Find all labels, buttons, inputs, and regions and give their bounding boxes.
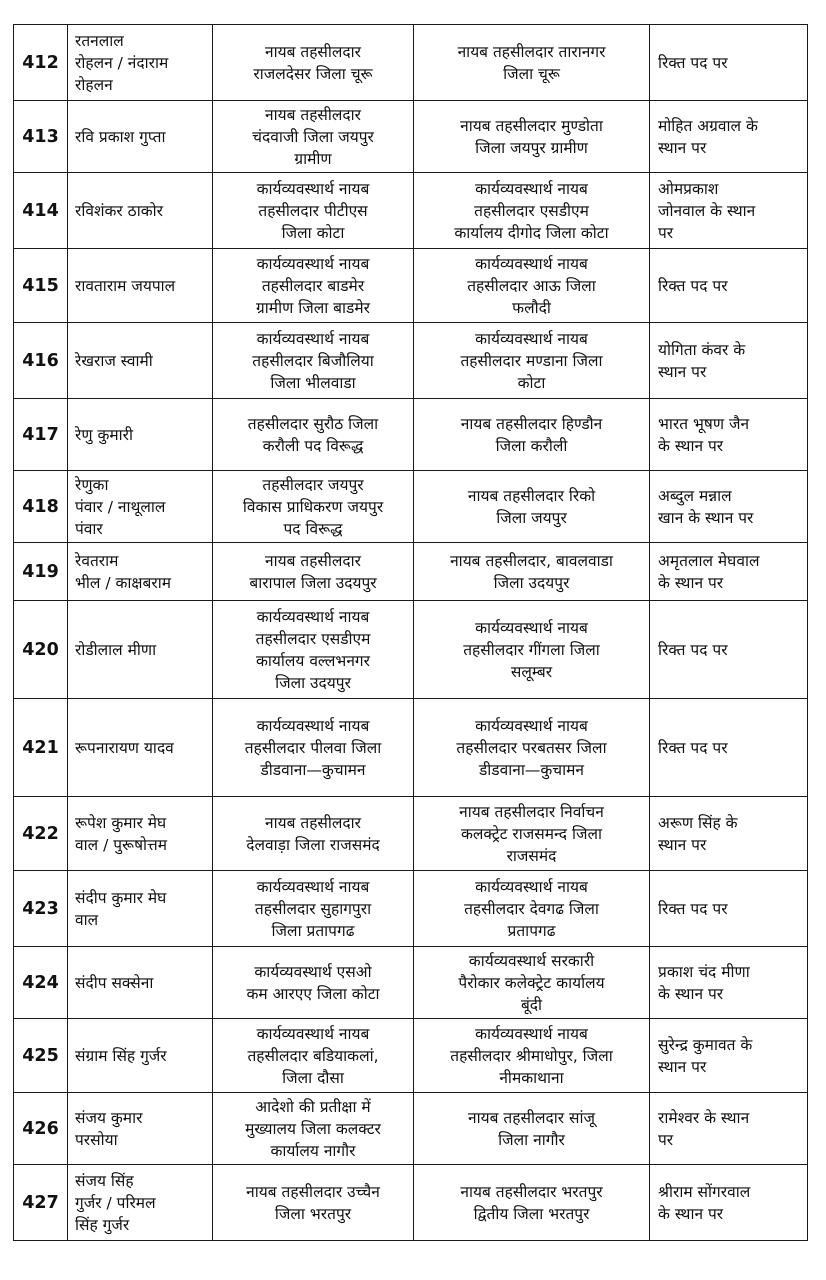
remark-line: रिक्त पद पर bbox=[658, 738, 728, 757]
remark-line: रिक्त पद पर bbox=[658, 53, 728, 72]
remark-line: स्थान पर bbox=[658, 362, 707, 381]
employee-name-cell bbox=[68, 947, 213, 1019]
employee-name-line: संग्राम सिंह गुर्जर bbox=[75, 1046, 167, 1065]
serial-number: 414 bbox=[14, 173, 68, 249]
remark-cell bbox=[650, 101, 808, 173]
new-posting-line: कार्यव्यवस्थार्थ सरकारी bbox=[468, 951, 595, 970]
table-row bbox=[14, 249, 808, 323]
serial-number: 424 bbox=[14, 947, 68, 1019]
remark-line: स्थान पर bbox=[658, 1057, 707, 1076]
current-posting-line: कार्यालय नागौर bbox=[270, 1141, 356, 1160]
table-row bbox=[14, 699, 808, 797]
current-posting-cell bbox=[213, 399, 414, 471]
new-posting-line: नायब तहसीलदार भरतपुर bbox=[460, 1182, 603, 1201]
new-posting-line: सलूम्बर bbox=[510, 662, 553, 681]
employee-name-cell bbox=[68, 101, 213, 173]
table-row bbox=[14, 797, 808, 871]
current-posting-line: देलवाड़ा जिला राजसमंद bbox=[246, 835, 380, 854]
serial-number: 415 bbox=[14, 249, 68, 323]
remark-line: अमृतलाल मेघवाल bbox=[658, 551, 760, 570]
current-posting-line: तहसीलदार सुहागपुरा bbox=[254, 899, 372, 918]
remark-cell bbox=[650, 173, 808, 249]
table-row bbox=[14, 471, 808, 543]
new-posting-line: नायब तहसीलदार तारानगर bbox=[457, 42, 606, 61]
remark-cell bbox=[650, 249, 808, 323]
employee-name-cell bbox=[68, 249, 213, 323]
current-posting-cell bbox=[213, 101, 414, 173]
current-posting-line: कार्यव्यवस्थार्थ नायब bbox=[256, 1024, 370, 1043]
remark-line: खान के स्थान पर bbox=[658, 508, 754, 527]
remark-cell bbox=[650, 797, 808, 871]
remark-line: रिक्त पद पर bbox=[658, 276, 728, 295]
employee-name-cell bbox=[68, 1019, 213, 1093]
table-row bbox=[14, 323, 808, 399]
new-posting-line: नायब तहसीलदार हिण्डौन bbox=[460, 414, 603, 433]
current-posting-line: मुख्यालय जिला कलक्टर bbox=[245, 1119, 381, 1138]
remark-cell bbox=[650, 1165, 808, 1241]
new-posting-cell bbox=[414, 1165, 650, 1241]
current-posting-line: चंदवाजी जिला जयपुर bbox=[252, 127, 374, 146]
new-posting-line: कार्यव्यवस्थार्थ नायब bbox=[475, 618, 588, 637]
new-posting-line: तहसीलदार गींगला जिला bbox=[463, 640, 600, 659]
table-row bbox=[14, 543, 808, 601]
employee-name-cell bbox=[68, 601, 213, 699]
employee-name-line: गुर्जर / परिमल bbox=[75, 1193, 156, 1212]
current-posting-line: तहसीलदार बाडमेर bbox=[261, 276, 365, 295]
remark-line: सुरेन्द्र कुमावत के bbox=[658, 1035, 753, 1054]
new-posting-line: फलौदी bbox=[512, 298, 551, 317]
current-posting-line: तहसीलदार बिजौलिया bbox=[252, 351, 374, 370]
new-posting-cell bbox=[414, 471, 650, 543]
new-posting-cell bbox=[414, 101, 650, 173]
new-posting-line: तहसीलदार आऊ जिला bbox=[467, 276, 596, 295]
serial-number: 413 bbox=[14, 101, 68, 173]
current-posting-line: कार्यव्यवस्थार्थ एसओ bbox=[254, 962, 372, 981]
new-posting-line: तहसीलदार श्रीमाधोपुर, जिला bbox=[450, 1046, 613, 1065]
employee-name-line: पंवार bbox=[75, 519, 103, 538]
employee-name-line: संदीप कुमार मेघ bbox=[75, 888, 167, 907]
current-posting-cell bbox=[213, 601, 414, 699]
remark-line: मोहित अग्रवाल के bbox=[658, 116, 758, 135]
new-posting-line: तहसीलदार देवगढ जिला bbox=[464, 899, 599, 918]
current-posting-line: जिला उदयपुर bbox=[275, 673, 351, 692]
current-posting-line: कार्यालय वल्लभनगर bbox=[255, 651, 371, 670]
current-posting-line: कार्यव्यवस्थार्थ नायब bbox=[256, 329, 370, 348]
current-posting-cell bbox=[213, 1093, 414, 1165]
new-posting-line: प्रतापगढ bbox=[507, 921, 556, 940]
employee-name-line: संजय कुमार bbox=[75, 1108, 143, 1127]
table-row bbox=[14, 101, 808, 173]
current-posting-line: ग्रामीण bbox=[294, 149, 332, 168]
table-row bbox=[14, 1093, 808, 1165]
serial-number: 412 bbox=[14, 25, 68, 101]
new-posting-line: कार्यव्यवस्थार्थ नायब bbox=[475, 877, 588, 896]
new-posting-cell bbox=[414, 699, 650, 797]
employee-name-cell bbox=[68, 871, 213, 947]
employee-name-line: संजय सिंह bbox=[75, 1171, 134, 1190]
current-posting-line: कम आरएए जिला कोटा bbox=[246, 984, 380, 1003]
employee-name-line: सिंह गुर्जर bbox=[75, 1215, 130, 1234]
current-posting-cell bbox=[213, 323, 414, 399]
new-posting-line: कलक्ट्रेट राजसमन्द जिला bbox=[460, 824, 602, 843]
new-posting-line: कार्यव्यवस्थार्थ नायब bbox=[475, 254, 588, 273]
current-posting-cell bbox=[213, 543, 414, 601]
new-posting-line: तहसीलदार मण्डाना जिला bbox=[460, 351, 603, 370]
new-posting-line: कार्यालय दीगोद जिला कोटा bbox=[454, 223, 609, 242]
remark-cell bbox=[650, 1093, 808, 1165]
new-posting-line: जिला जयपुर bbox=[496, 508, 567, 527]
serial-number: 419 bbox=[14, 543, 68, 601]
remark-line: जोनवाल के स्थान bbox=[658, 201, 756, 220]
table-row bbox=[14, 601, 808, 699]
remark-line: प्रकाश चंद मीणा bbox=[658, 962, 750, 981]
employee-name-line: रेवतराम bbox=[75, 551, 119, 570]
employee-name-line: रावताराम जयपाल bbox=[75, 276, 176, 295]
employee-name-line: परसोया bbox=[75, 1130, 118, 1149]
current-posting-line: तहसीलदार एसडीएम bbox=[255, 629, 371, 648]
current-posting-line: जिला दौसा bbox=[282, 1068, 344, 1087]
current-posting-line: ग्रामीण जिला बाडमेर bbox=[256, 298, 370, 317]
current-posting-line: नायब तहसीलदार bbox=[264, 551, 362, 570]
new-posting-cell bbox=[414, 543, 650, 601]
current-posting-line: बारापाल जिला उदयपुर bbox=[249, 573, 377, 592]
current-posting-line: विकास प्राधिकरण जयपुर bbox=[242, 497, 384, 516]
new-posting-line: बूंदी bbox=[520, 995, 543, 1014]
current-posting-cell bbox=[213, 947, 414, 1019]
new-posting-line: नीमकाथाना bbox=[499, 1068, 564, 1087]
new-posting-cell bbox=[414, 25, 650, 101]
remark-line: रिक्त पद पर bbox=[658, 640, 728, 659]
current-posting-line: नायब तहसीलदार bbox=[264, 42, 362, 61]
transfer-list-page bbox=[13, 24, 807, 1241]
current-posting-line: नायब तहसीलदार उच्चैन bbox=[246, 1182, 380, 1201]
employee-name-cell bbox=[68, 543, 213, 601]
remark-line: के स्थान पर bbox=[658, 1204, 724, 1223]
employee-name-line: रोडीलाल मीणा bbox=[75, 640, 157, 659]
remark-line: श्रीराम सोंगरवाल bbox=[658, 1182, 751, 1201]
current-posting-line: करौली पद विरूद्ध bbox=[262, 436, 364, 455]
current-posting-line: आदेशो की प्रतीक्षा में bbox=[255, 1097, 371, 1116]
current-posting-line: डीडवाना—कुचामन bbox=[260, 760, 366, 779]
current-posting-line: कार्यव्यवस्थार्थ नायब bbox=[256, 716, 370, 735]
employee-name-cell bbox=[68, 323, 213, 399]
remark-line: के स्थान पर bbox=[658, 573, 724, 592]
remark-line: अरूण सिंह के bbox=[658, 813, 738, 832]
remark-line: स्थान पर bbox=[658, 835, 707, 854]
new-posting-line: नायब तहसीलदार मुण्डोता bbox=[460, 116, 603, 135]
serial-number: 418 bbox=[14, 471, 68, 543]
new-posting-cell bbox=[414, 249, 650, 323]
new-posting-line: जिला चूरू bbox=[503, 64, 560, 83]
current-posting-line: जिला प्रतापगढ bbox=[271, 921, 355, 940]
employee-name-line: रविशंकर ठाकोर bbox=[75, 201, 163, 220]
new-posting-cell bbox=[414, 797, 650, 871]
current-posting-cell bbox=[213, 1165, 414, 1241]
serial-number: 420 bbox=[14, 601, 68, 699]
current-posting-cell bbox=[213, 797, 414, 871]
remark-cell bbox=[650, 323, 808, 399]
remark-line: योगिता कंवर के bbox=[658, 340, 746, 359]
table-row bbox=[14, 871, 808, 947]
employee-name-line: रोहलन / नंदाराम bbox=[75, 53, 169, 72]
employee-name-cell bbox=[68, 25, 213, 101]
remark-line: रामेश्वर के स्थान bbox=[658, 1108, 750, 1127]
current-posting-line: कार्यव्यवस्थार्थ नायब bbox=[256, 254, 370, 273]
remark-cell bbox=[650, 25, 808, 101]
current-posting-line: जिला भरतपुर bbox=[274, 1204, 352, 1223]
new-posting-cell bbox=[414, 947, 650, 1019]
table-row bbox=[14, 399, 808, 471]
employee-name-line: संदीप सक्सेना bbox=[75, 973, 154, 992]
new-posting-line: तहसीलदार परबतसर जिला bbox=[456, 738, 607, 757]
current-posting-line: कार्यव्यवस्थार्थ नायब bbox=[256, 607, 370, 626]
new-posting-cell bbox=[414, 871, 650, 947]
table-row bbox=[14, 1019, 808, 1093]
employee-name-cell bbox=[68, 1093, 213, 1165]
remark-cell bbox=[650, 601, 808, 699]
current-posting-line: जिला भीलवाडा bbox=[270, 373, 356, 392]
remark-line: ओमप्रकाश bbox=[658, 179, 719, 198]
new-posting-cell bbox=[414, 323, 650, 399]
employee-name-line: रवि प्रकाश गुप्ता bbox=[75, 127, 166, 146]
transfer-table bbox=[13, 24, 808, 1241]
table-row bbox=[14, 1165, 808, 1241]
employee-name-line: वाल / पुरूषोत्तम bbox=[75, 835, 168, 854]
serial-number: 427 bbox=[14, 1165, 68, 1241]
employee-name-cell bbox=[68, 797, 213, 871]
new-posting-cell bbox=[414, 601, 650, 699]
current-posting-line: तहसीलदार जयपुर bbox=[262, 475, 364, 494]
remark-cell bbox=[650, 471, 808, 543]
remark-cell bbox=[650, 871, 808, 947]
employee-name-line: रतनलाल bbox=[75, 31, 124, 50]
new-posting-line: तहसीलदार एसडीएम bbox=[474, 201, 589, 220]
new-posting-line: जिला करौली bbox=[495, 436, 568, 455]
table-row bbox=[14, 25, 808, 101]
remark-line: पर bbox=[658, 1130, 674, 1149]
remark-line: भारत भूषण जैन bbox=[658, 414, 750, 433]
serial-number: 417 bbox=[14, 399, 68, 471]
current-posting-line: तहसीलदार बडियाकलां, bbox=[247, 1046, 379, 1065]
employee-name-line: रूपनारायण यादव bbox=[75, 738, 174, 757]
remark-cell bbox=[650, 399, 808, 471]
serial-number: 423 bbox=[14, 871, 68, 947]
current-posting-line: तहसीलदार पीटीएस bbox=[258, 201, 368, 220]
employee-name-line: रूपेश कुमार मेघ bbox=[75, 813, 167, 832]
new-posting-line: जिला उदयपुर bbox=[493, 573, 570, 592]
serial-number: 421 bbox=[14, 699, 68, 797]
table-body bbox=[14, 25, 808, 1241]
serial-number: 426 bbox=[14, 1093, 68, 1165]
current-posting-line: नायब तहसीलदार bbox=[264, 813, 362, 832]
employee-name-line: रेखराज स्वामी bbox=[75, 351, 153, 370]
current-posting-cell bbox=[213, 25, 414, 101]
new-posting-line: नायब तहसीलदार, बावलवाडा bbox=[450, 551, 613, 570]
remark-cell bbox=[650, 947, 808, 1019]
current-posting-cell bbox=[213, 871, 414, 947]
remark-line: अब्दुल मन्नाल bbox=[658, 486, 732, 505]
remark-line: रिक्त पद पर bbox=[658, 899, 728, 918]
remark-cell bbox=[650, 543, 808, 601]
serial-number: 422 bbox=[14, 797, 68, 871]
employee-name-cell bbox=[68, 173, 213, 249]
current-posting-line: तहसीलदार पीलवा जिला bbox=[244, 738, 382, 757]
new-posting-line: नायब तहसीलदार रिको bbox=[467, 486, 596, 505]
current-posting-line: पद विरूद्ध bbox=[283, 519, 343, 538]
employee-name-line: वाल bbox=[75, 910, 99, 929]
employee-name-line: पंवार / नाथूलाल bbox=[75, 497, 166, 516]
current-posting-cell bbox=[213, 173, 414, 249]
current-posting-cell bbox=[213, 471, 414, 543]
new-posting-line: डीडवाना—कुचामन bbox=[479, 760, 584, 779]
employee-name-line: रोहलन bbox=[75, 75, 113, 94]
new-posting-line: कार्यव्यवस्थार्थ नायब bbox=[475, 179, 588, 198]
new-posting-line: द्वितीय जिला भरतपुर bbox=[473, 1204, 590, 1223]
current-posting-line: तहसीलदार सुरौठ जिला bbox=[247, 414, 379, 433]
new-posting-line: नायब तहसीलदार सांजू bbox=[468, 1108, 595, 1127]
current-posting-line: कार्यव्यवस्थार्थ नायब bbox=[256, 877, 370, 896]
new-posting-cell bbox=[414, 173, 650, 249]
new-posting-line: जिला जयपुर ग्रामीण bbox=[475, 138, 588, 157]
remark-line: पर bbox=[658, 223, 674, 242]
employee-name-cell bbox=[68, 699, 213, 797]
new-posting-line: कार्यव्यवस्थार्थ नायब bbox=[475, 1024, 588, 1043]
new-posting-cell bbox=[414, 1093, 650, 1165]
employee-name-line: भील / काक्षबराम bbox=[75, 573, 172, 592]
new-posting-line: कार्यव्यवस्थार्थ नायब bbox=[475, 329, 588, 348]
serial-number: 425 bbox=[14, 1019, 68, 1093]
remark-cell bbox=[650, 699, 808, 797]
employee-name-cell bbox=[68, 1165, 213, 1241]
remark-cell bbox=[650, 1019, 808, 1093]
current-posting-cell bbox=[213, 1019, 414, 1093]
current-posting-line: कार्यव्यवस्थार्थ नायब bbox=[256, 179, 370, 198]
new-posting-cell bbox=[414, 1019, 650, 1093]
remark-line: स्थान पर bbox=[658, 138, 707, 157]
new-posting-line: कोटा bbox=[517, 373, 546, 392]
current-posting-line: जिला कोटा bbox=[281, 223, 345, 242]
remark-line: के स्थान पर bbox=[658, 984, 724, 1003]
new-posting-line: कार्यव्यवस्थार्थ नायब bbox=[475, 716, 588, 735]
new-posting-line: राजसमंद bbox=[506, 846, 557, 865]
current-posting-cell bbox=[213, 249, 414, 323]
serial-number: 416 bbox=[14, 323, 68, 399]
current-posting-line: नायब तहसीलदार bbox=[264, 105, 362, 124]
employee-name-cell bbox=[68, 471, 213, 543]
current-posting-cell bbox=[213, 699, 414, 797]
employee-name-line: रेणुका bbox=[75, 475, 109, 494]
employee-name-line: रेणु कुमारी bbox=[75, 425, 134, 444]
table-row bbox=[14, 173, 808, 249]
employee-name-cell bbox=[68, 399, 213, 471]
new-posting-line: जिला नागौर bbox=[498, 1130, 565, 1149]
new-posting-cell bbox=[414, 399, 650, 471]
current-posting-line: राजलदेसर जिला चूरू bbox=[253, 64, 373, 83]
remark-line: के स्थान पर bbox=[658, 436, 724, 455]
new-posting-line: नायब तहसीलदार निर्वाचन bbox=[459, 802, 604, 821]
table-row bbox=[14, 947, 808, 1019]
new-posting-line: पैरोकार कलेक्ट्रेट कार्यालय bbox=[458, 973, 605, 992]
